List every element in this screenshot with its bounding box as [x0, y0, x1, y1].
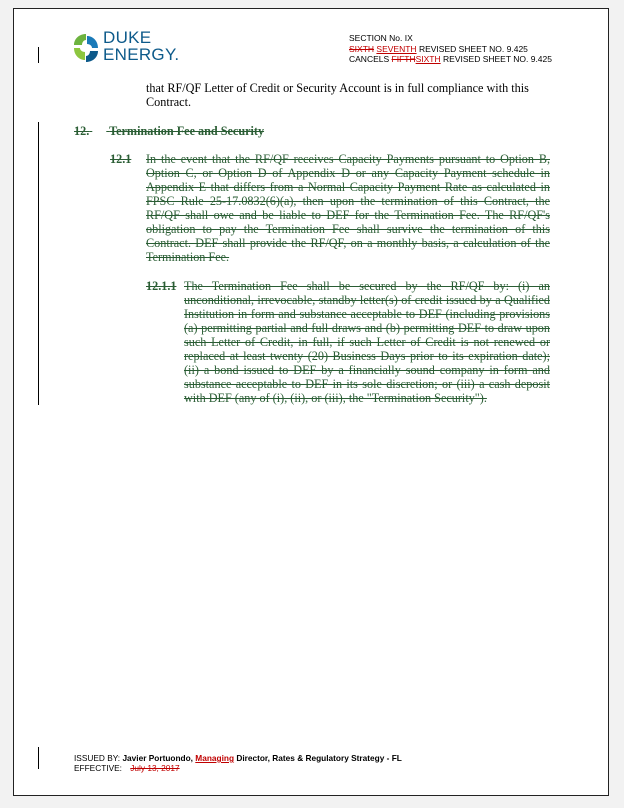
sheet-number-text: REVISED SHEET NO. 9.425	[418, 43, 528, 54]
paragraph-12-1-number: 12.1	[110, 152, 132, 166]
section-number-12: 12.	[74, 124, 90, 138]
intro-paragraph: that RF/QF Letter of Credit or Security Account is in full compliance with this Contract.	[146, 81, 529, 109]
sheet-number-line	[349, 44, 552, 55]
logo-mark-icon	[69, 31, 103, 65]
cancels-line	[349, 54, 552, 65]
logo-word-energy: ENERGY.	[103, 45, 180, 64]
document-page	[13, 8, 609, 796]
issuer-title: Director, Rates & Regulatory Strategy - FL	[236, 753, 402, 763]
sheet-header	[349, 33, 552, 65]
section-number: SECTION No. IX	[349, 33, 413, 43]
paragraph-12-1-text: In the event that the RF/QF receives Capacity Payments pursuant to Option B, Option C, or Option D of Appendix D or any Capacity Payment schedule in Appendix E that differs from a Normal Capacity Payment Rate as calculated in FPSC Rule 25-17.0832(6)(a), then upon the termination of this Contract, the RF/QF shall owe and be liable to DEF for the Termination Fee. The RF/QF's obligation to pay the Termination Fee shall survive the termination of this Contract. DEF shall provide the RF/QF, on a monthly basis, a calculation of the Termination Fee.	[146, 152, 550, 264]
paragraph-12-1-1-text: The Termination Fee shall be secured by the RF/QF by: (i) an unconditional, irrevocable, standby letter(s) of credit issued by a Qualified Institution in form and substance acceptable to DEF (including provisions (a) permitting partial and full draws and (b) permitting DEF to draw upon such Letter of Credit, in full, if such Letter of Credit is not renewed or replaced at least twenty (20) Business Days prior to its expiration date); (ii) a bond issued to DEF by a financially sound company in form and substance acceptable to DEF in its sole discretion; or (iii) a cash deposit with DEF (any of (i), (ii), or (iii), the "Termination Security").	[184, 279, 550, 405]
cancels-label: CANCELS	[349, 54, 390, 64]
section-heading	[74, 124, 334, 138]
paragraph-12-1-1-number: 12.1.1	[146, 279, 177, 293]
duke-energy-logo	[69, 27, 189, 73]
inserted-title-word: Managing	[195, 753, 235, 763]
effective-label: EFFECTIVE:	[74, 763, 122, 773]
inserted-sheet-ordinal: SEVENTH	[376, 43, 417, 54]
cancels-sheet-text: REVISED SHEET NO. 9.425	[443, 54, 552, 64]
deleted-effective-date: July 13, 2017	[130, 763, 180, 773]
change-bar-header	[38, 47, 39, 63]
effective-line	[74, 763, 402, 773]
inserted-cancels-ordinal: SIXTH	[415, 54, 441, 64]
deleted-cancels-ordinal: FIFTH	[391, 54, 416, 64]
section-title: Termination Fee and Security	[109, 124, 265, 138]
issued-by-label: ISSUED BY:	[74, 753, 121, 763]
deleted-sheet-ordinal: SIXTH	[349, 43, 375, 54]
logo-word-duke: DUKE	[103, 28, 152, 47]
issued-by-line	[74, 753, 402, 763]
logo-wordmark	[103, 29, 179, 63]
issuer-name: Javier Portuondo,	[122, 753, 193, 763]
issuer-footer	[74, 753, 402, 773]
change-bar-section	[38, 122, 39, 405]
change-bar-footer	[38, 747, 39, 769]
